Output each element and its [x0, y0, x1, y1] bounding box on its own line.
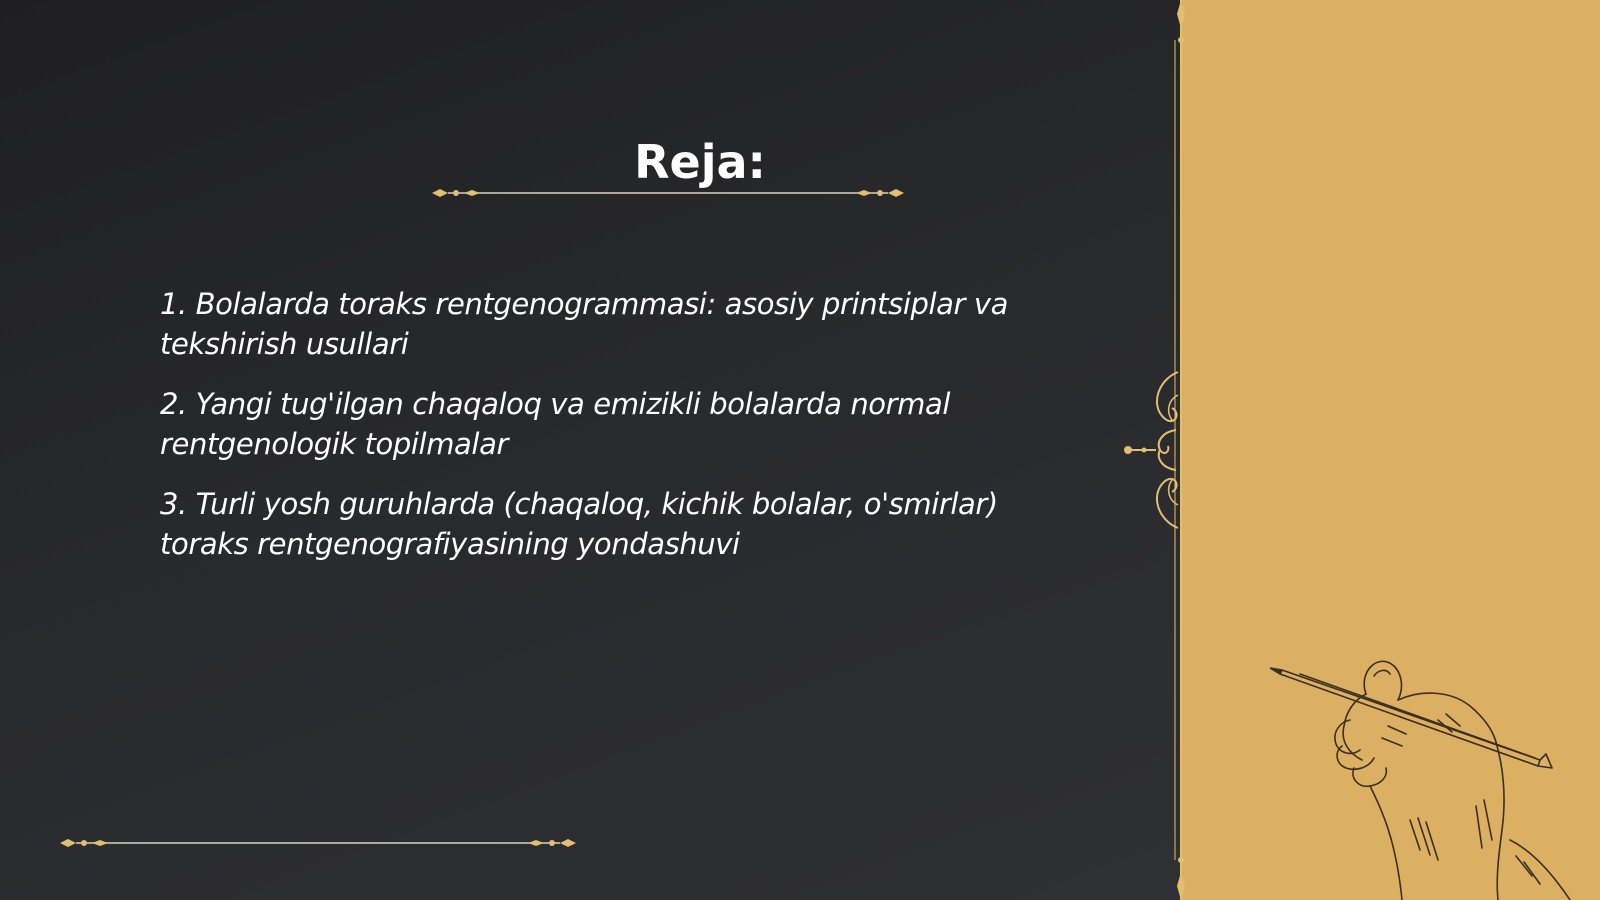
scroll-flourish-icon	[1120, 0, 1190, 900]
ornament-divider-icon	[56, 836, 580, 850]
ornament-divider-icon	[428, 186, 908, 200]
slide-title: Reja:	[634, 135, 766, 189]
plan-item: 1. Bolalarda toraks rentgenogrammasi: asosiy printsiplar va tekshirish usullari	[160, 287, 1009, 361]
hand-holding-pencil-icon	[1270, 650, 1600, 900]
plan-list	[160, 284, 1090, 584]
plan-item: 2. Yangi tug'ilgan chaqaloq va emizikli bolalarda normal rentgenologik topilmalar	[160, 387, 951, 461]
plan-item: 3. Turli yosh guruhlarda (chaqaloq, kichik bolalar, o'smirlar) toraks rentgenografiyasining yondashuvi	[160, 487, 998, 561]
